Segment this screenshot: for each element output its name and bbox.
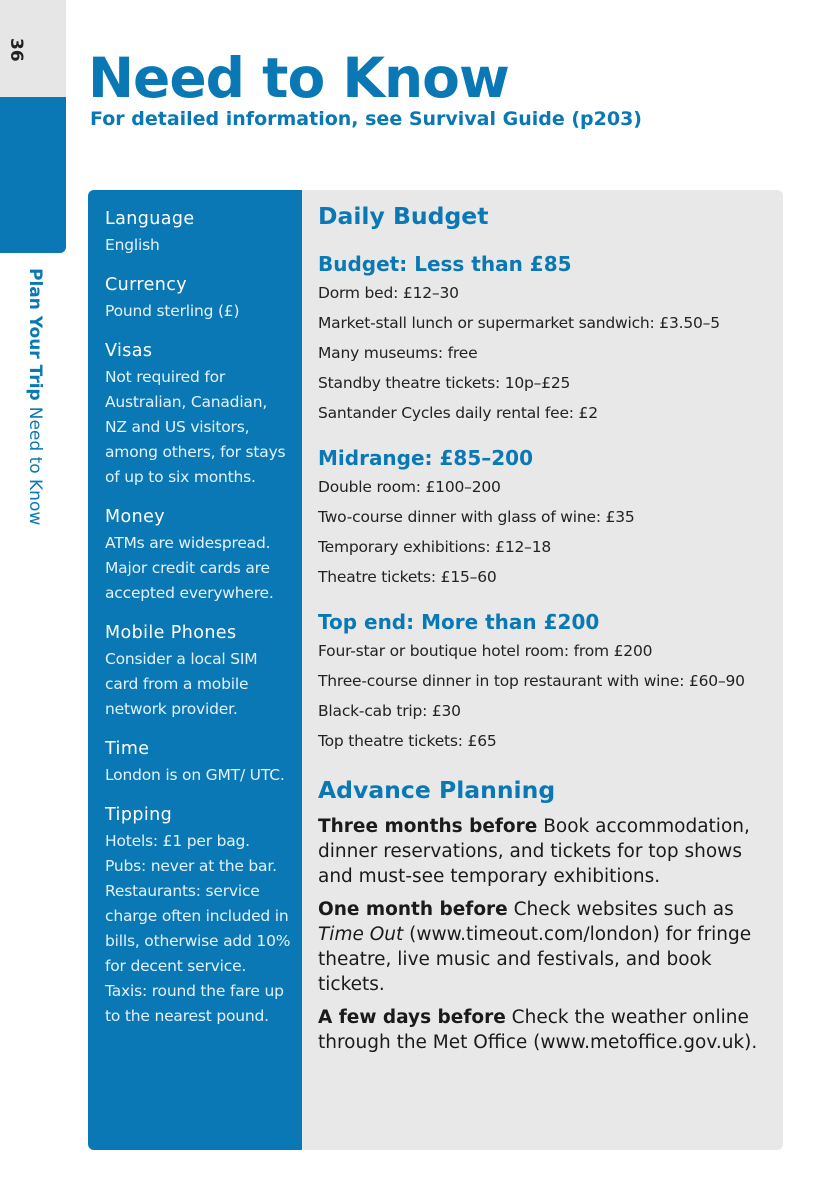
budget-item: Dorm bed: £12–30 [318, 284, 459, 302]
plan-lead: A few days before [318, 1007, 506, 1028]
plan-text: (www.timeout.com/london) for fringe theatre, live music and festivals, and book tickets. [318, 924, 752, 995]
fact-text: London is on GMT/ UTC. [105, 766, 285, 784]
plan-lead: Three months before [318, 816, 538, 837]
page-subtitle: For detailed information, see Survival Guide (p203) [90, 108, 642, 130]
fact-label: Time [105, 739, 150, 759]
budget-item: Temporary exhibitions: £12–18 [318, 538, 552, 556]
budget-item: Theatre tickets: £15–60 [318, 568, 497, 586]
plan-text: Book accommodation, dinner reservations, and tickets for top shows and must-see temporary exhibitions. [318, 816, 750, 887]
fact-text: Not required for Australian, Canadian, NZ and US visitors, among others, for stays of up to six months. [105, 368, 286, 486]
fact-time [105, 736, 292, 788]
fact-label: Language [105, 209, 195, 229]
budget-tier-top [318, 608, 745, 756]
plan-text: Check the weather online through the Met Office (www.metoffice.gov.uk). [318, 1007, 758, 1053]
plan-text: Check websites such as [513, 899, 734, 920]
fact-label: Visas [105, 341, 153, 361]
budget-item: Two-course dinner with glass of wine: £35 [318, 508, 635, 526]
budget-item: Four-star or boutique hotel room: from £200 [318, 642, 653, 660]
fact-label: Mobile Phones [105, 623, 237, 643]
plan-few-days [318, 1005, 773, 1055]
fact-text: Consider a local SIM card from a mobile network provider. [105, 650, 258, 718]
budget-item: Black-cab trip: £30 [318, 702, 461, 720]
budget-tier-mid [318, 444, 635, 592]
tier-heading: Top end: More than £200 [318, 610, 600, 634]
budget-item: Market-stall lunch or supermarket sandwich: £3.50–5 [318, 314, 720, 332]
quick-facts-column [88, 190, 302, 1150]
budget-item: Many museums: free [318, 344, 478, 362]
tier-heading: Midrange: £85–200 [318, 446, 534, 470]
info-panel [88, 190, 783, 1150]
fact-tipping [105, 802, 292, 1029]
plan-lead: One month before [318, 899, 508, 920]
fact-text: Pound sterling (£) [105, 302, 240, 320]
fact-currency [105, 272, 292, 324]
tier-heading: Budget: Less than £85 [318, 252, 572, 276]
budget-tier-low [318, 250, 720, 428]
fact-language [105, 206, 292, 258]
fact-label: Money [105, 507, 166, 527]
advance-planning-heading: Advance Planning [318, 776, 556, 804]
budget-item: Top theatre tickets: £65 [318, 732, 497, 750]
page-tab-blue [0, 97, 66, 253]
plan-three-months [318, 814, 773, 889]
fact-visas [105, 338, 292, 490]
fact-text: English [105, 236, 160, 254]
budget-item: Double room: £100–200 [318, 478, 501, 496]
page-title: Need to Know [88, 46, 509, 110]
budget-item: Standby theatre tickets: 10p–£25 [318, 374, 571, 392]
section-label [25, 268, 45, 525]
plan-one-month [318, 897, 773, 997]
page-number: 36 [6, 38, 26, 62]
fact-text: ATMs are widespread. Major credit cards are accepted everywhere. [105, 534, 274, 602]
daily-budget-heading: Daily Budget [318, 202, 489, 230]
fact-label: Currency [105, 275, 188, 295]
section-main: Plan Your Trip [25, 268, 45, 401]
fact-text: Hotels: £1 per bag. Pubs: never at the bar. Restaurants: service charge often included in bills, otherwise add 10% for decent service. Taxis: round the fare up to the nearest pound. [105, 832, 291, 1025]
plan-italic: Time Out [318, 924, 404, 945]
fact-label: Tipping [105, 805, 173, 825]
budget-item: Three-course dinner in top restaurant with wine: £60–90 [318, 672, 745, 690]
budget-item: Santander Cycles daily rental fee: £2 [318, 404, 598, 422]
section-sub: Need to Know [25, 406, 45, 526]
fact-money [105, 504, 292, 606]
fact-mobile-phones [105, 620, 292, 722]
